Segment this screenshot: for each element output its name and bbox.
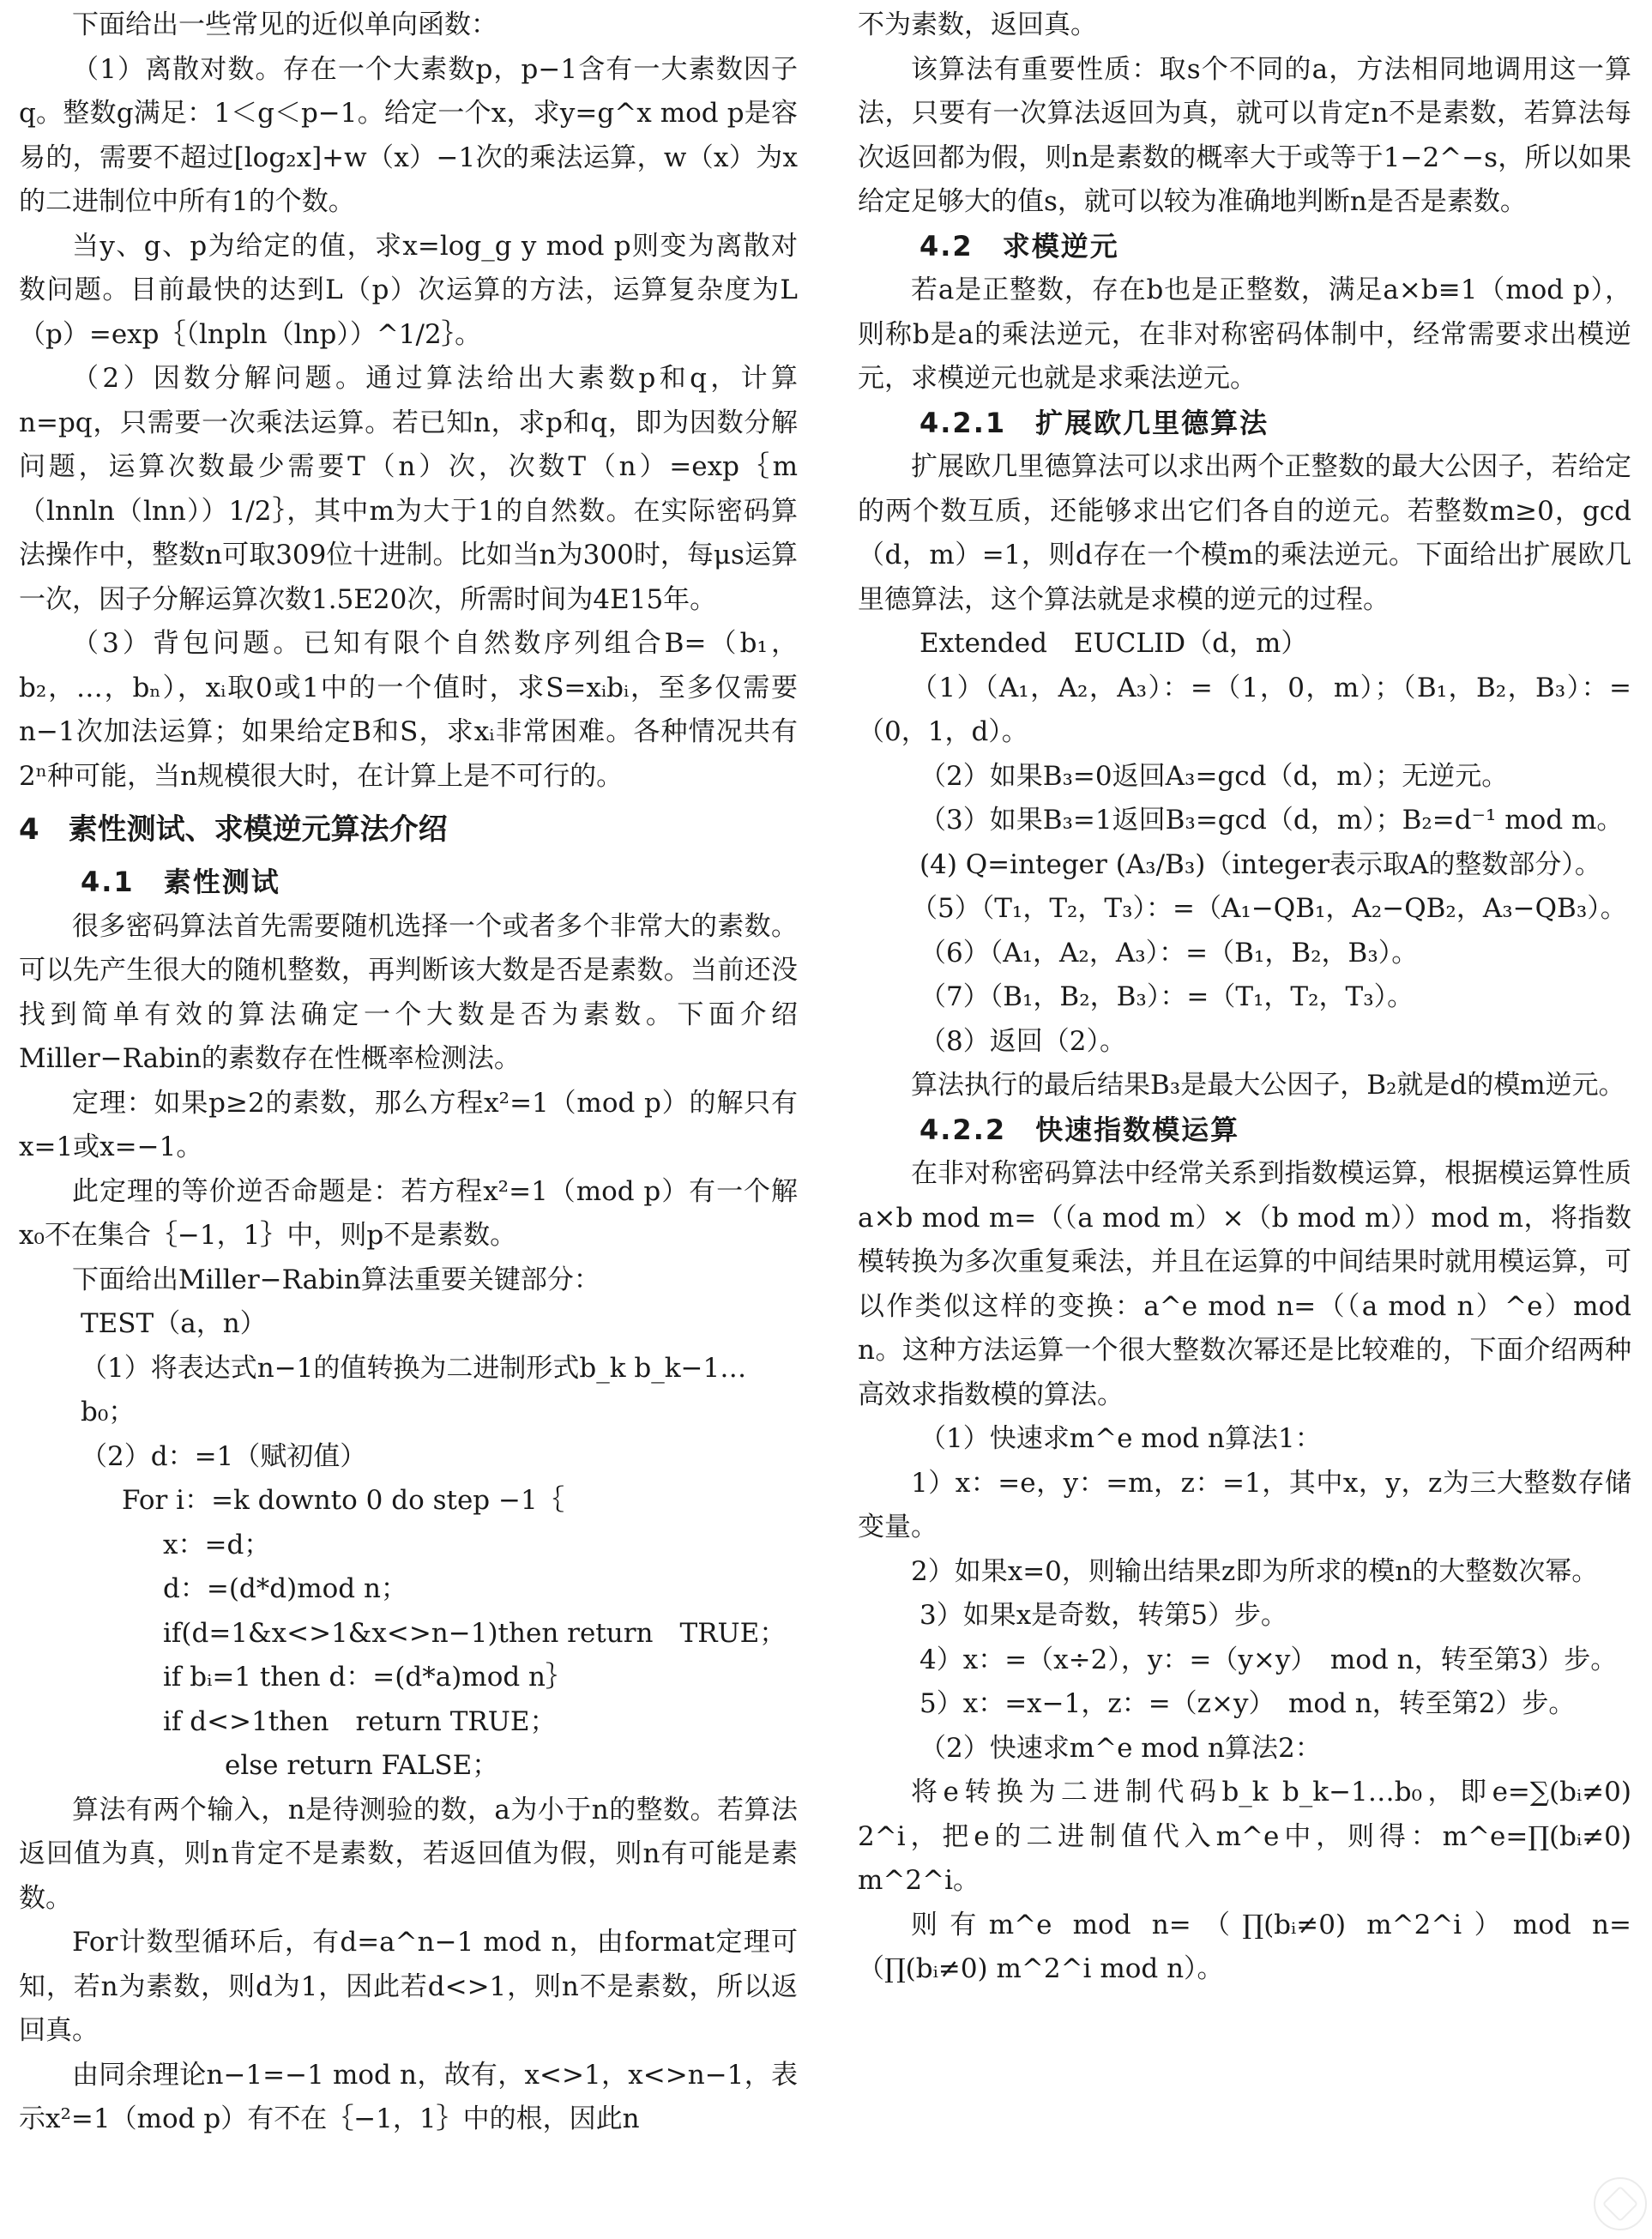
paragraph: 1）x：=e，y：=m，z：=1，其中x，y，z为三大整数存储变量。: [858, 1467, 1631, 1542]
left-column: [19, 3, 798, 2142]
paragraph: 将e转换为二进制代码b_k b_k−1…b₀，即e=∑(bᵢ≠0) 2^i，把e的二进制值代入m^e中，则得：m^e=∏(bᵢ≠0) m^2^i。: [858, 1777, 1631, 1896]
algorithm-line: （1）将表达式n−1的值转换为二进制形式b_k b_k−1…b₀；: [81, 1352, 747, 1427]
algorithm-line: else return FALSE；: [225, 1750, 499, 1781]
algorithm-line: （2）d：=1（赋初值）: [81, 1440, 367, 1472]
paragraph: 该算法有重要性质：取s个不同的a，方法相同地调用这一算法，只要有一次算法返回为真，就可以肯定n不是素数，若算法每次返回都为假，则n是素数的概率大于或等于1−2^−s，所以如果给定足够大的值s，就可以较为准确地判断n是否是素数。: [858, 53, 1631, 217]
paragraph: 此定理的等价逆否命题是：若方程x²=1（mod p）有一个解x₀不在集合｛−1，1｝中，则p不是素数。: [19, 1175, 798, 1251]
subsection-heading: 4.2.1 扩展欧几里德算法: [919, 406, 1269, 439]
watermark-logo: [1594, 2177, 1647, 2230]
paragraph: 不为素数，返回真。: [858, 9, 1097, 40]
section-heading: 4 素性测试、求模逆元算法介绍: [19, 812, 448, 847]
algorithm-line: TEST（a，n）: [81, 1308, 267, 1339]
algorithm-line: （2）快速求m^e mod n算法2：: [919, 1732, 1322, 1764]
paragraph: 若a是正整数，存在b也是正整数，满足a×b≡1（mod p），则称b是a的乘法逆元，在非对称密码体制中，经常需要求出模逆元，求模逆元也就是求乘法逆元。: [858, 275, 1631, 394]
paragraph: 下面给出Miller−Rabin算法重要关键部分：: [72, 1264, 600, 1295]
algorithm-line: 3）如果x是奇数，转第5）步。: [919, 1600, 1287, 1631]
algorithm-line: （3）如果B₃=1返回B₃=gcd（d，m）；B₂=d⁻¹ mod m。: [919, 805, 1624, 836]
paragraph: （2）因数分解问题。通过算法给出大素数p和q，计算n=pq，只需要一次乘法运算。若已知n，求p和q，即为因数分解问题，运算次数最少需要T（n）次，次数T（n）=exp｛m（lnnln（lnn））1/2｝，其中m为大于1的自然数。在实际密码算法操作中，整数n可取309位十进制。比如当n为300时，每μs运算一次，因子分解运算次数1.5E20次，所需时间为4E15年。: [19, 363, 798, 615]
algorithm-line: （8）返回（2）。: [919, 1025, 1126, 1057]
paragraph: 算法有两个输入，n是待测验的数，a为小于n的整数。若算法返回值为真，则n肯定不是素数，若返回值为假，则n有可能是素数。: [19, 1794, 798, 1914]
algorithm-line: d：=(d*d)mod n；: [163, 1573, 407, 1604]
paragraph: 由同余理论n−1=−1 mod n，故有，x<>1，x<>n−1，表示x²=1（mod p）有不在｛−1，1｝中的根，因此n: [19, 2059, 798, 2134]
paragraph: 定理：如果p≥2的素数，那么方程x²=1（mod p）的解只有x=1或x=−1。: [19, 1087, 798, 1162]
paragraph: 在非对称密码算法中经常关系到指数模运算，根据模运算性质a×b mod m=（（a mod m）×（b mod m））mod m，将指数模转换为多次重复乘法，并且在运算的中间结果时就用模运算，可以作类似这样的变换：a^e mod n=（（a mod n）^e）mod n。这种方法运算一个很大整数次幂还是比较难的，下面介绍两种高效求指数模的算法。: [858, 1158, 1631, 1410]
paragraph: 算法执行的最后结果B₃是最大公因子，B₂就是d的模m逆元。: [911, 1070, 1625, 1101]
subsection-heading: 4.1 素性测试: [81, 866, 280, 898]
algorithm-line: (4) Q=integer (A₃/B₃)（integer表示取A的整数部分）。: [919, 848, 1601, 880]
paragraph: 则有m^e mod n=（∏(bᵢ≠0) m^2^i）mod n=（∏(bᵢ≠0) m^2^i mod n）。: [858, 1909, 1631, 1984]
paragraph: 2）如果x=0，则输出结果z即为所求的模n的大整数次幂。: [911, 1555, 1599, 1587]
paragraph: 当y、g、p为给定的值，求x=log_g y mod p则变为离散对数问题。目前最快的达到L（p）次运算的方法，运算复杂度为L（p）=exp｛（lnpln（lnp））^1/2｝。: [19, 230, 798, 350]
algorithm-line: Extended EUCLID（d，m）: [919, 628, 1308, 659]
paragraph: 很多密码算法首先需要随机选择一个或者多个非常大的素数。可以先产生很大的随机整数，再判断该大数是否是素数。当前还没找到简单有效的算法确定一个大数是否为素数。下面介绍Miller−Rabin的素数存在性概率检测法。: [19, 910, 798, 1074]
algorithm-line: if bᵢ=1 then d：=(d*a)mod n｝: [163, 1662, 573, 1693]
paragraph: 下面给出一些常见的近似单向函数：: [72, 9, 497, 40]
algorithm-line: 5）x：=x−1，z：=（z×y） mod n，转至第2）步。: [919, 1688, 1576, 1719]
right-column: [858, 3, 1631, 1992]
paragraph: （3）背包问题。已知有限个自然数序列组合B=（b₁，b₂，…，bₙ），xᵢ取0或1中的一个值时，求S=xᵢbᵢ，至多仅需要n−1次加法运算；如果给定B和S，求xᵢ非常困难。各种情况共有2ⁿ种可能，当n规模很大时，在计算上是不可行的。: [19, 628, 798, 792]
subsection-heading: 4.2.2 快速指数模运算: [919, 1113, 1240, 1146]
algorithm-line: if(d=1&x<>1&x<>n−1)then return TRUE；: [163, 1617, 787, 1649]
paragraph: For计数型循环后，有d=a^n−1 mod n，由format定理可知，若n为素数，则d为1，因此若d<>1，则n不是素数，所以返回真。: [19, 1927, 798, 2046]
paragraph: （1）离散对数。存在一个大素数p，p−1含有一大素数因子q。整数g满足：1＜g＜p−1。给定一个x，求y=g^x mod p是容易的，需要不超过[log₂x]+w（x）−1次的乘法运算，w（x）为x的二进制位中所有1的个数。: [19, 53, 798, 217]
algorithm-line: （1）快速求m^e mod n算法1：: [919, 1423, 1322, 1454]
algorithm-line: （6）（A₁，A₂，A₃）：=（B₁，B₂，B₃）。: [919, 937, 1419, 969]
paragraph: 扩展欧几里德算法可以求出两个正整数的最大公因子，若给定的两个数互质，还能够求出它们各自的逆元。若整数m≥0，gcd（d，m）=1，则d存在一个模m的乘法逆元。下面给出扩展欧几里德算法，这个算法就是求模的逆元的过程。: [858, 451, 1631, 615]
algorithm-line: 4）x：=（x÷2），y：=（y×y） mod n，转至第3）步。: [919, 1644, 1618, 1675]
paragraph: （1）（A₁，A₂，A₃）：=（1，0，m）；（B₁，B₂，B₃）：=（0，1，d）。: [858, 672, 1631, 747]
algorithm-line: （7）（B₁，B₂，B₃）：=（T₁，T₂，T₃）。: [919, 981, 1414, 1012]
algorithm-line: x：=d；: [163, 1529, 271, 1560]
algorithm-line: （2）如果B₃=0返回A₃=gcd（d，m）；无逆元。: [919, 760, 1509, 792]
algorithm-line: For i：=k downto 0 do step −1｛: [122, 1485, 564, 1516]
subsection-heading: 4.2 求模逆元: [919, 229, 1119, 263]
paragraph: （5）（T₁，T₂，T₃）：=（A₁−QB₁，A₂−QB₂，A₃−QB₃）。: [911, 893, 1627, 924]
algorithm-line: if d<>1then return TRUE；: [163, 1705, 557, 1737]
